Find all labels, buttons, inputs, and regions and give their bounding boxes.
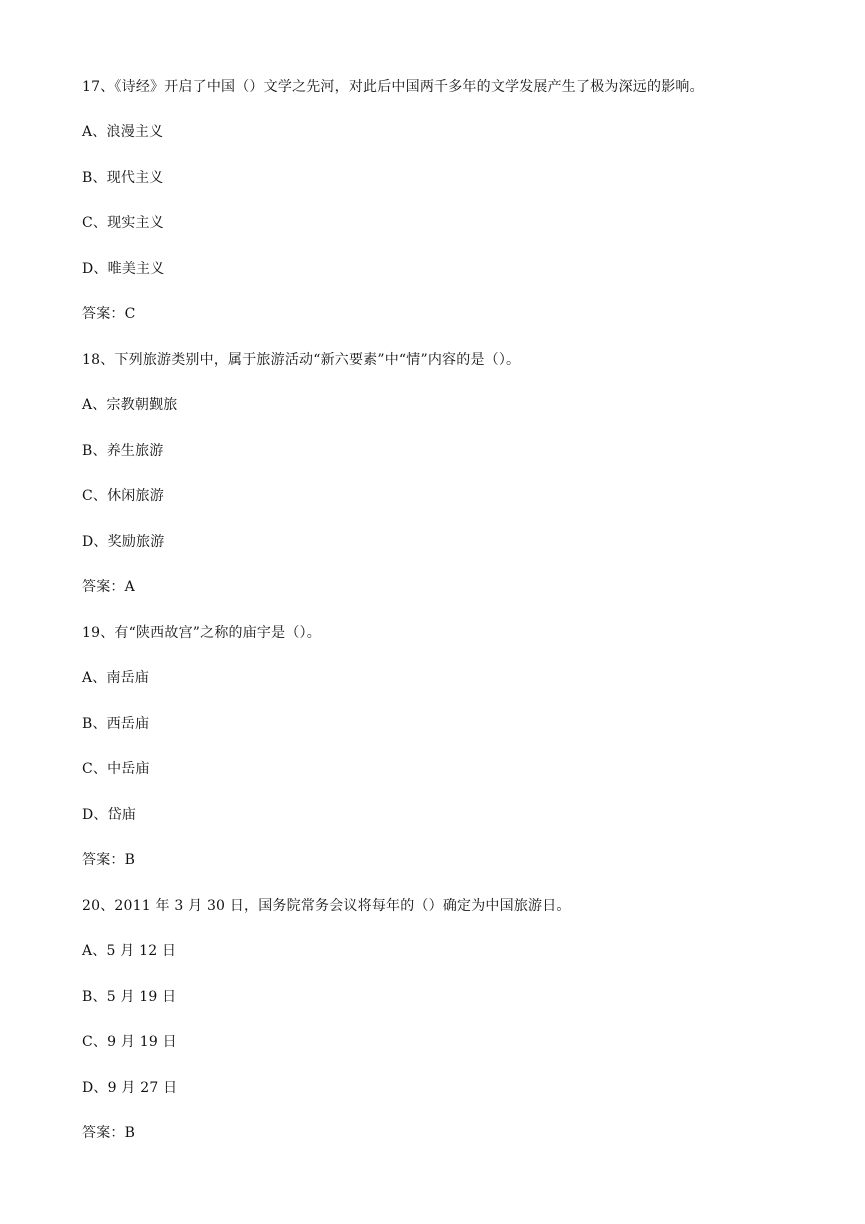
question-19-option-c: C、中岳庙 (82, 761, 150, 777)
question-17-option-d: D、唯美主义 (82, 261, 165, 277)
question-20-option-d: D、9 月 27 日 (82, 1080, 178, 1096)
question-20-option-a: A、5 月 12 日 (82, 943, 177, 959)
question-17-option-b: B、现代主义 (82, 170, 164, 186)
question-17-option-a: A、浪漫主义 (82, 124, 164, 140)
question-18-stem: 18、下列旅游类别中，属于旅游活动“新六要素”中“情”内容的是（）。 (82, 352, 521, 368)
question-17-option-c: C、现实主义 (82, 215, 164, 231)
question-19-option-b: B、西岳庙 (82, 716, 150, 732)
question-17-answer: 答案：C (82, 306, 136, 322)
question-19-answer: 答案：B (82, 852, 136, 868)
question-17-stem: 17、《诗经》开启了中国（）文学之先河，对此后中国两千多年的文学发展产生了极为深远的影响。 (82, 79, 704, 95)
question-18-option-d: D、奖励旅游 (82, 534, 165, 550)
question-20-option-b: B、5 月 19 日 (82, 989, 177, 1005)
question-20-answer: 答案：B (82, 1125, 136, 1141)
question-18-option-a: A、宗教朝觐旅 (82, 397, 178, 413)
question-20-option-c: C、9 月 19 日 (82, 1034, 177, 1050)
question-19-stem: 19、有“陕西故宫”之称的庙宇是（）。 (82, 625, 321, 641)
question-18-option-c: C、休闲旅游 (82, 488, 164, 504)
question-18-option-b: B、养生旅游 (82, 443, 164, 459)
question-19-option-d: D、岱庙 (82, 807, 137, 823)
question-19-option-a: A、南岳庙 (82, 670, 150, 686)
question-20-stem: 20、2011 年 3 月 30 日，国务院常务会议将每年的（）确定为中国旅游日。 (82, 898, 571, 914)
question-18-answer: 答案：A (82, 579, 135, 595)
